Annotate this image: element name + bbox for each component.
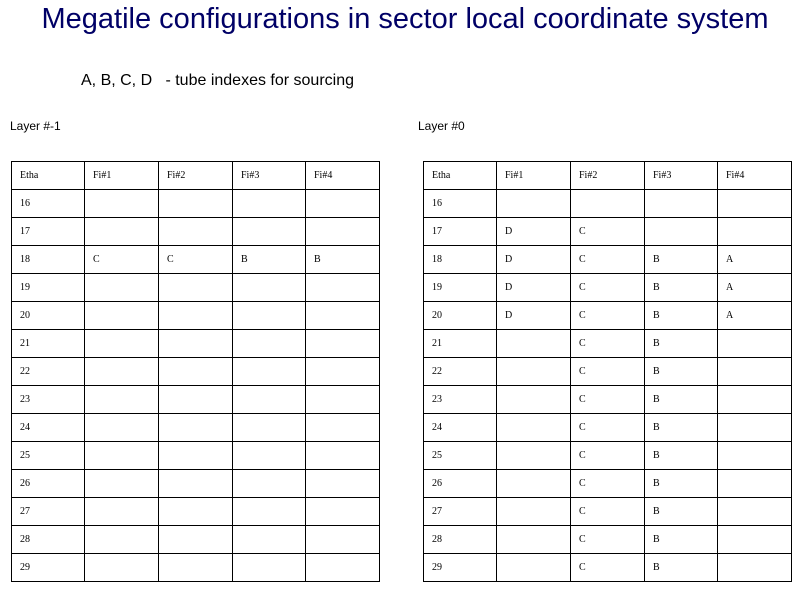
tube-index-cell: [497, 386, 571, 414]
table-row: [12, 498, 380, 526]
tube-index-cell: [306, 470, 380, 498]
tube-index-cell: [718, 554, 792, 582]
table-row: [424, 498, 792, 526]
header-fi-1: Fi#1: [85, 162, 159, 190]
table-row: [424, 554, 792, 582]
layer-minus-1-table: [11, 161, 380, 582]
table-header-row: [12, 162, 380, 190]
tube-index-cell: [306, 414, 380, 442]
etha-cell: 17: [12, 218, 85, 246]
header-etha: Etha: [424, 162, 497, 190]
tube-index-cell: [85, 498, 159, 526]
tube-index-cell: [306, 218, 380, 246]
etha-cell: 27: [12, 498, 85, 526]
tube-index-cell: [306, 330, 380, 358]
tube-index-cell: C: [571, 554, 645, 582]
tube-index-cell: [233, 470, 306, 498]
tube-index-cell: [497, 470, 571, 498]
tube-index-cell: [233, 358, 306, 386]
tube-index-cell: [233, 274, 306, 302]
tube-index-cell: C: [571, 526, 645, 554]
tube-index-cell: C: [571, 218, 645, 246]
tube-index-cell: [306, 358, 380, 386]
tube-index-cell: B: [645, 386, 718, 414]
layer-label-minus-1: Layer #-1: [10, 119, 61, 133]
tube-index-cell: [497, 190, 571, 218]
table-row: [424, 470, 792, 498]
tube-index-cell: B: [645, 442, 718, 470]
tube-index-cell: [718, 442, 792, 470]
tube-index-cell: [233, 442, 306, 470]
tube-index-cell: [159, 386, 233, 414]
header-fi-2: Fi#2: [159, 162, 233, 190]
etha-cell: 23: [12, 386, 85, 414]
tube-index-cell: [233, 386, 306, 414]
tube-index-cell: C: [571, 470, 645, 498]
layer-0-table: [423, 161, 792, 582]
tube-index-cell: B: [645, 274, 718, 302]
tube-index-cell: A: [718, 274, 792, 302]
tube-index-cell: C: [571, 358, 645, 386]
table-row: [424, 442, 792, 470]
header-etha: Etha: [12, 162, 85, 190]
tube-index-cell: [718, 190, 792, 218]
table-row: [12, 470, 380, 498]
table-row: [12, 554, 380, 582]
etha-cell: 16: [424, 190, 497, 218]
table-row: [12, 358, 380, 386]
etha-cell: 29: [424, 554, 497, 582]
tube-index-cell: [159, 330, 233, 358]
table-row: [424, 218, 792, 246]
tube-index-cell: [645, 218, 718, 246]
tube-index-cell: B: [645, 358, 718, 386]
tube-index-cell: D: [497, 274, 571, 302]
etha-cell: 29: [12, 554, 85, 582]
tube-index-cell: [718, 358, 792, 386]
tube-index-cell: C: [571, 414, 645, 442]
table-row: [12, 330, 380, 358]
tube-index-cell: B: [306, 246, 380, 274]
tube-index-cell: [233, 414, 306, 442]
tube-index-cell: [718, 414, 792, 442]
tube-index-cell: [233, 526, 306, 554]
tube-index-legend: A, B, C, D - tube indexes for sourcing: [81, 72, 355, 89]
tube-index-cell: D: [497, 218, 571, 246]
tube-index-cell: [306, 386, 380, 414]
tube-index-cell: [497, 442, 571, 470]
etha-cell: 16: [12, 190, 85, 218]
tube-index-cell: C: [85, 246, 159, 274]
tube-index-cell: [159, 470, 233, 498]
table-row: [424, 274, 792, 302]
table-row: [424, 414, 792, 442]
etha-cell: 17: [424, 218, 497, 246]
etha-cell: 25: [424, 442, 497, 470]
tube-index-cell: D: [497, 246, 571, 274]
tube-index-cell: B: [645, 498, 718, 526]
tube-index-cell: [233, 554, 306, 582]
table-row: [12, 274, 380, 302]
tube-index-cell: [497, 358, 571, 386]
table-row: [12, 526, 380, 554]
etha-cell: 24: [424, 414, 497, 442]
tube-index-cell: [85, 302, 159, 330]
table-row: [12, 414, 380, 442]
tube-index-cell: A: [718, 302, 792, 330]
tube-index-cell: [159, 274, 233, 302]
etha-cell: 23: [424, 386, 497, 414]
table-header-row: [424, 162, 792, 190]
etha-cell: 19: [12, 274, 85, 302]
etha-cell: 21: [424, 330, 497, 358]
tube-index-cell: C: [571, 498, 645, 526]
tube-index-cell: [233, 218, 306, 246]
tube-index-cell: [497, 414, 571, 442]
tube-index-cell: [306, 302, 380, 330]
header-fi-3: Fi#3: [233, 162, 306, 190]
table-row: [12, 442, 380, 470]
etha-cell: 22: [12, 358, 85, 386]
tube-index-cell: C: [159, 246, 233, 274]
tube-index-cell: [85, 218, 159, 246]
etha-cell: 18: [424, 246, 497, 274]
table-row: [12, 386, 380, 414]
tube-index-cell: [85, 274, 159, 302]
tube-index-cell: [85, 386, 159, 414]
tube-index-cell: C: [571, 330, 645, 358]
tube-index-cell: [718, 526, 792, 554]
tube-index-cell: [718, 386, 792, 414]
header-fi-4: Fi#4: [718, 162, 792, 190]
tube-index-cell: [497, 498, 571, 526]
etha-cell: 20: [424, 302, 497, 330]
etha-cell: 18: [12, 246, 85, 274]
tube-index-cell: [85, 554, 159, 582]
tube-index-cell: [306, 442, 380, 470]
tube-index-cell: [571, 190, 645, 218]
tube-index-cell: [159, 358, 233, 386]
tube-index-cell: [159, 554, 233, 582]
tube-index-cell: [718, 498, 792, 526]
tube-index-cell: A: [718, 246, 792, 274]
etha-cell: 20: [12, 302, 85, 330]
tube-index-cell: [306, 554, 380, 582]
etha-cell: 19: [424, 274, 497, 302]
tube-index-cell: [159, 302, 233, 330]
etha-cell: 21: [12, 330, 85, 358]
tube-index-cell: [159, 190, 233, 218]
tube-index-cell: [85, 190, 159, 218]
table-row: [424, 190, 792, 218]
tube-index-cell: [85, 414, 159, 442]
tube-index-cell: [718, 470, 792, 498]
tube-index-cell: B: [645, 470, 718, 498]
tube-index-cell: [718, 330, 792, 358]
table-row: [424, 358, 792, 386]
tube-index-cell: [497, 526, 571, 554]
tube-index-cell: [497, 330, 571, 358]
layer-label-0: Layer #0: [418, 119, 465, 133]
tube-index-cell: [159, 442, 233, 470]
etha-cell: 27: [424, 498, 497, 526]
header-fi-3: Fi#3: [645, 162, 718, 190]
tube-index-cell: [159, 218, 233, 246]
tube-index-cell: [645, 190, 718, 218]
table-row: [12, 190, 380, 218]
table-row: [12, 302, 380, 330]
etha-cell: 22: [424, 358, 497, 386]
table-row: [424, 246, 792, 274]
header-fi-2: Fi#2: [571, 162, 645, 190]
tube-index-cell: [306, 274, 380, 302]
tube-index-cell: [159, 498, 233, 526]
table-row: [424, 526, 792, 554]
tube-index-cell: [159, 526, 233, 554]
header-fi-4: Fi#4: [306, 162, 380, 190]
table-row: [424, 330, 792, 358]
tube-index-cell: B: [645, 554, 718, 582]
tube-index-cell: [718, 218, 792, 246]
table-row: [424, 386, 792, 414]
tube-index-cell: [85, 442, 159, 470]
tube-index-cell: [85, 526, 159, 554]
etha-cell: 25: [12, 442, 85, 470]
etha-cell: 26: [12, 470, 85, 498]
table-row: [12, 246, 380, 274]
tube-index-cell: [497, 554, 571, 582]
table-row: [12, 218, 380, 246]
tube-index-cell: [233, 330, 306, 358]
tube-index-cell: [233, 302, 306, 330]
tube-index-cell: C: [571, 302, 645, 330]
tube-index-cell: [85, 330, 159, 358]
tube-index-cell: C: [571, 274, 645, 302]
tube-index-cell: B: [233, 246, 306, 274]
etha-cell: 28: [12, 526, 85, 554]
tube-index-cell: [85, 358, 159, 386]
tube-index-cell: C: [571, 442, 645, 470]
tube-index-cell: B: [645, 330, 718, 358]
tube-index-cell: [306, 498, 380, 526]
tube-index-cell: [159, 414, 233, 442]
tube-index-cell: B: [645, 246, 718, 274]
etha-cell: 26: [424, 470, 497, 498]
tube-index-cell: [306, 526, 380, 554]
tube-index-cell: C: [571, 386, 645, 414]
table-row: [424, 302, 792, 330]
etha-cell: 24: [12, 414, 85, 442]
page-title: Megatile configurations in sector local coordinate system: [41, 3, 769, 35]
tube-index-cell: B: [645, 302, 718, 330]
header-fi-1: Fi#1: [497, 162, 571, 190]
tube-index-cell: [306, 190, 380, 218]
tube-index-cell: B: [645, 414, 718, 442]
tube-index-cell: [233, 498, 306, 526]
tube-index-cell: [233, 190, 306, 218]
etha-cell: 28: [424, 526, 497, 554]
tube-index-cell: B: [645, 526, 718, 554]
tube-index-cell: [85, 470, 159, 498]
tube-index-cell: C: [571, 246, 645, 274]
tube-index-cell: D: [497, 302, 571, 330]
